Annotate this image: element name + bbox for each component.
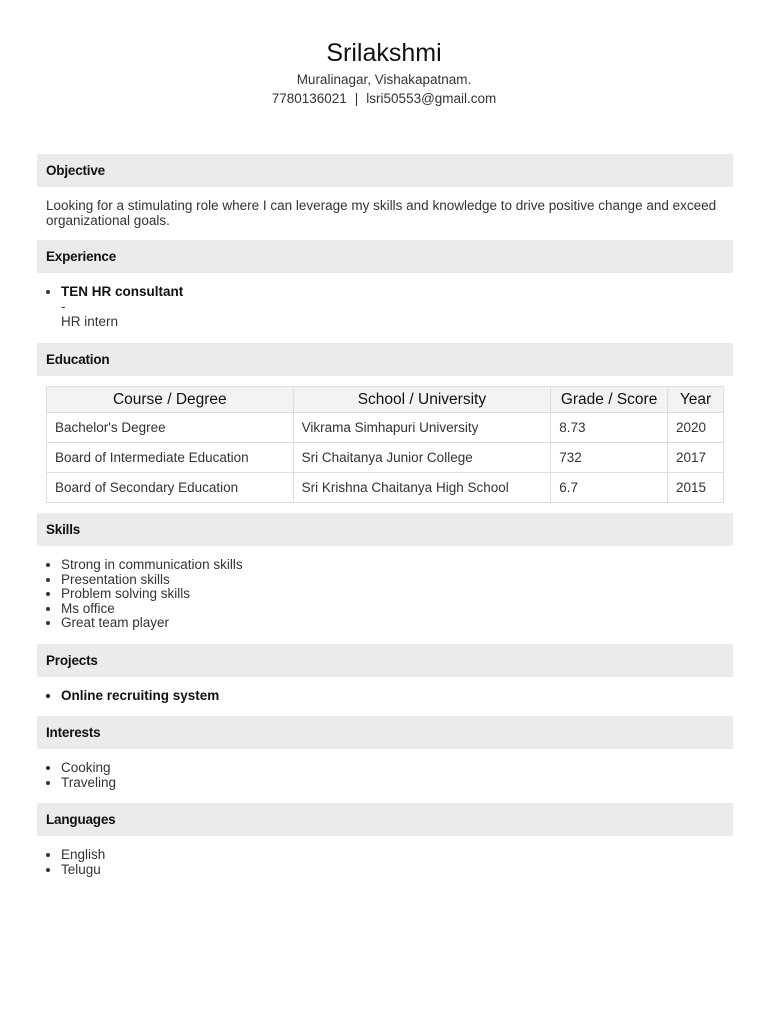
skill-item: • Great team player: [61, 616, 733, 631]
table-row: [47, 443, 724, 473]
language-item: • Telugu: [61, 863, 733, 878]
cell-year: 2017: [668, 443, 724, 473]
skill-item: • Ms office: [61, 602, 733, 617]
resume-header: [0, 36, 768, 108]
cell-year: 2020: [668, 413, 724, 443]
cell-grade: 732: [551, 443, 668, 473]
project-item: • Online recruiting system: [61, 689, 733, 704]
phone-number: 7780136021: [271, 91, 347, 106]
interest-item: • Traveling: [61, 776, 733, 791]
interest-item: • Cooking: [61, 761, 733, 776]
languages-body: [37, 836, 733, 890]
section-header-experience: Experience: [37, 240, 733, 273]
table-header-row: [47, 387, 724, 413]
candidate-name: Srilakshmi: [326, 39, 442, 67]
education-body: [37, 376, 733, 513]
cell-grade: 8.73: [551, 413, 668, 443]
objective-text: Looking for a stimulating role where I can leverage my skills and knowledge to drive positive change and exceed organizational goals.: [46, 198, 717, 228]
column-header-grade: Grade / Score: [551, 387, 668, 413]
contact-separator: |: [354, 91, 359, 106]
cell-course: Bachelor's Degree: [47, 413, 294, 443]
experience-dash: -: [61, 299, 66, 314]
experience-body: [37, 273, 733, 343]
education-table: [46, 386, 724, 503]
cell-school: Sri Chaitanya Junior College: [293, 443, 551, 473]
skills-list: [37, 558, 733, 631]
experience-list: [37, 284, 733, 330]
language-item: • English: [61, 848, 733, 863]
column-header-year: Year: [668, 387, 724, 413]
interests-body: [37, 749, 733, 803]
section-header-objective: Objective: [37, 154, 733, 187]
skill-item: • Strong in communication skills: [61, 558, 733, 573]
skill-item: • Problem solving skills: [61, 587, 733, 602]
cell-school: Vikrama Simhapuri University: [293, 413, 551, 443]
section-header-languages: Languages: [37, 803, 733, 836]
address: Muralinagar, Vishakapatnam.: [296, 72, 472, 87]
experience-item: [61, 284, 733, 330]
cell-school: Sri Krishna Chaitanya High School: [293, 473, 551, 503]
interests-list: [37, 761, 733, 790]
email-address: lsri50553@gmail.com: [366, 91, 497, 106]
skills-body: [37, 546, 733, 644]
contact-line: [0, 89, 768, 108]
cell-grade: 6.7: [551, 473, 668, 503]
section-header-projects: Projects: [37, 644, 733, 677]
languages-list: [37, 848, 733, 877]
resume-content: [37, 154, 733, 890]
column-header-school: School / University: [293, 387, 551, 413]
column-header-course: Course / Degree: [47, 387, 294, 413]
experience-role: HR intern: [61, 314, 119, 329]
experience-title: • TEN HR consultant: [61, 284, 184, 299]
table-row: [47, 473, 724, 503]
cell-course: Board of Intermediate Education: [47, 443, 294, 473]
cell-year: 2015: [668, 473, 724, 503]
section-header-skills: Skills: [37, 513, 733, 546]
table-row: [47, 413, 724, 443]
section-header-education: Education: [37, 343, 733, 376]
skill-item: • Presentation skills: [61, 573, 733, 588]
section-header-interests: Interests: [37, 716, 733, 749]
cell-course: Board of Secondary Education: [47, 473, 294, 503]
projects-body: [37, 677, 733, 717]
projects-list: [37, 689, 733, 704]
